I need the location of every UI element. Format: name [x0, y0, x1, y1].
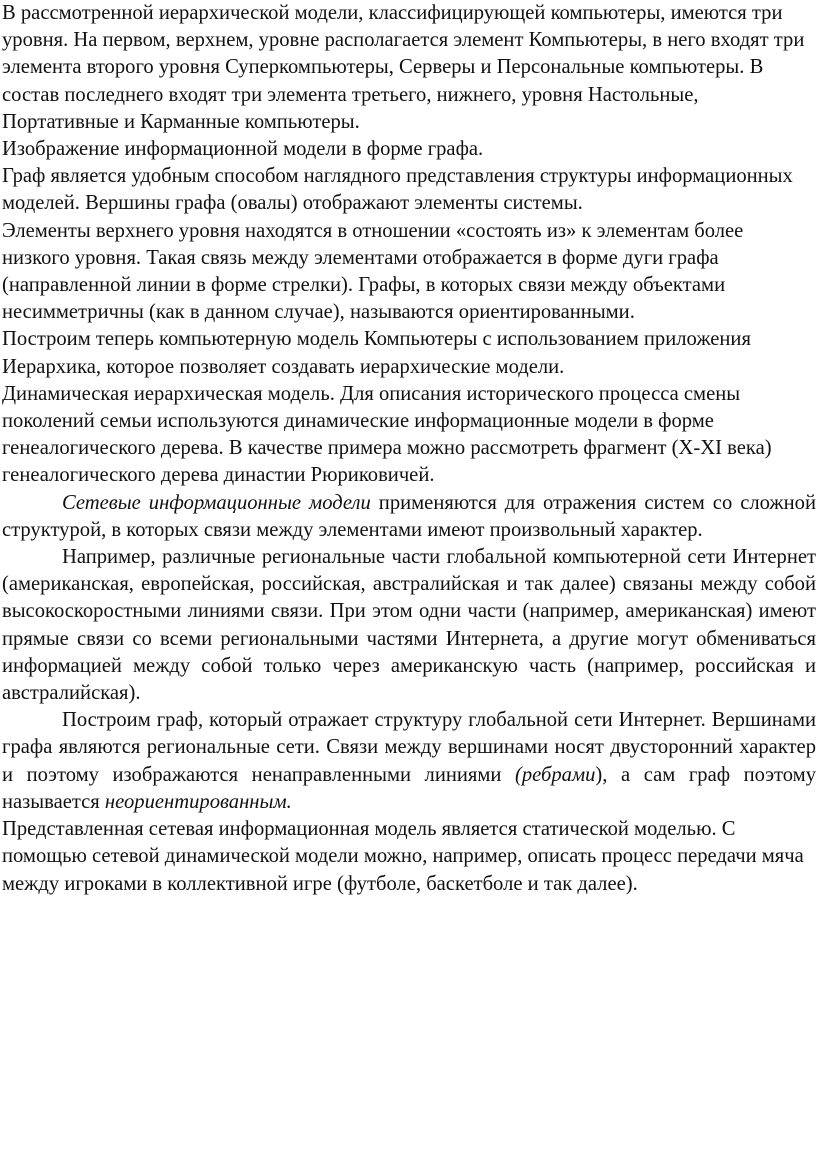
paragraph-dynamic-model: Динамическая иерархическая модель. Для описания исторического процесса смены поколений семьи используются динамические информационные модели в форме генеалогического дерева. В качестве примера можно рассмотреть фрагмент (X-XI века) генеалогического дерева династии Рюриковичей. — [2, 382, 772, 487]
paragraph-undirected-graph — [2, 707, 816, 816]
edges-term: (ребрами — [515, 763, 596, 786]
undirected-graph-lead: Построим граф, который отражает структуру глобальной сети Интернет. Вершинами графа являются региональные сети. Связи между вершинами носят двусторонний характер и поэтому изображаются ненаправленными линиями — [2, 709, 816, 786]
network-models-term: Сетевые информационные модели — [62, 491, 371, 514]
paragraph-network-models — [2, 490, 816, 544]
network-models-text: применяются для отражения систем со сложной структурой, в которых связи между элементами имеют произвольный характер. — [2, 491, 816, 541]
paragraph-graph-description: Граф является удобным способом наглядного представления структуры информационных моделей. Вершины графа (овалы) отображают элементы системы. — [2, 165, 793, 215]
paragraph-ierarkhika: Построим теперь компьютерную модель Компьютеры с использованием приложения Иерархика, которое позволяет создавать иерархические модели. — [2, 328, 751, 378]
paragraph-static-dynamic: Представленная сетевая информационная модель является статической моделью. С помощью сетевой динамической модели можно, например, описать процесс передачи мяча между игроками в коллективной игре (футболе, баскетболе и так далее). — [2, 818, 804, 895]
undirected-term: неориентированным. — [104, 790, 292, 813]
paragraph-oriented-graphs: Элементы верхнего уровня находятся в отношении «состоять из» к элементам более низкого уровня. Такая связь между элементами отображается в форме дуги графа (направленной линии в форме стрелки). Графы, в которых связи между объектами несимметричны (как в данном случае), называются ориентированными. — [2, 219, 744, 324]
paragraph-internet-example: Например, различные региональные части глобальной компьютерной сети Интернет (американская, европейская, российская, австралийская и так далее) связаны между собой высокоскоростными линиями связи. При этом одни части (например, американская) имеют прямые связи со всеми региональными частями Интернета, а другие могут обмениваться информацией между собой только через американскую часть (например, российская и австралийская). — [2, 546, 816, 705]
paragraph-graph-heading: Изображение информационной модели в форме графа. — [2, 138, 484, 161]
undirected-graph-mid: ), а сам граф поэтому называется — [2, 763, 816, 813]
paragraph-hierarchy-levels: В рассмотренной иерархической модели, классифицирующей компьютеры, имеются три уровня. На первом, верхнем, уровне располагается элемент Компьютеры, в него входят три элемента второго уровня Суперкомпьютеры, Серверы и Персональные компьютеры. В состав последнего входят три элемента третьего, нижнего, уровня Настольные, Портативные и Карманные компьютеры. — [2, 2, 805, 133]
